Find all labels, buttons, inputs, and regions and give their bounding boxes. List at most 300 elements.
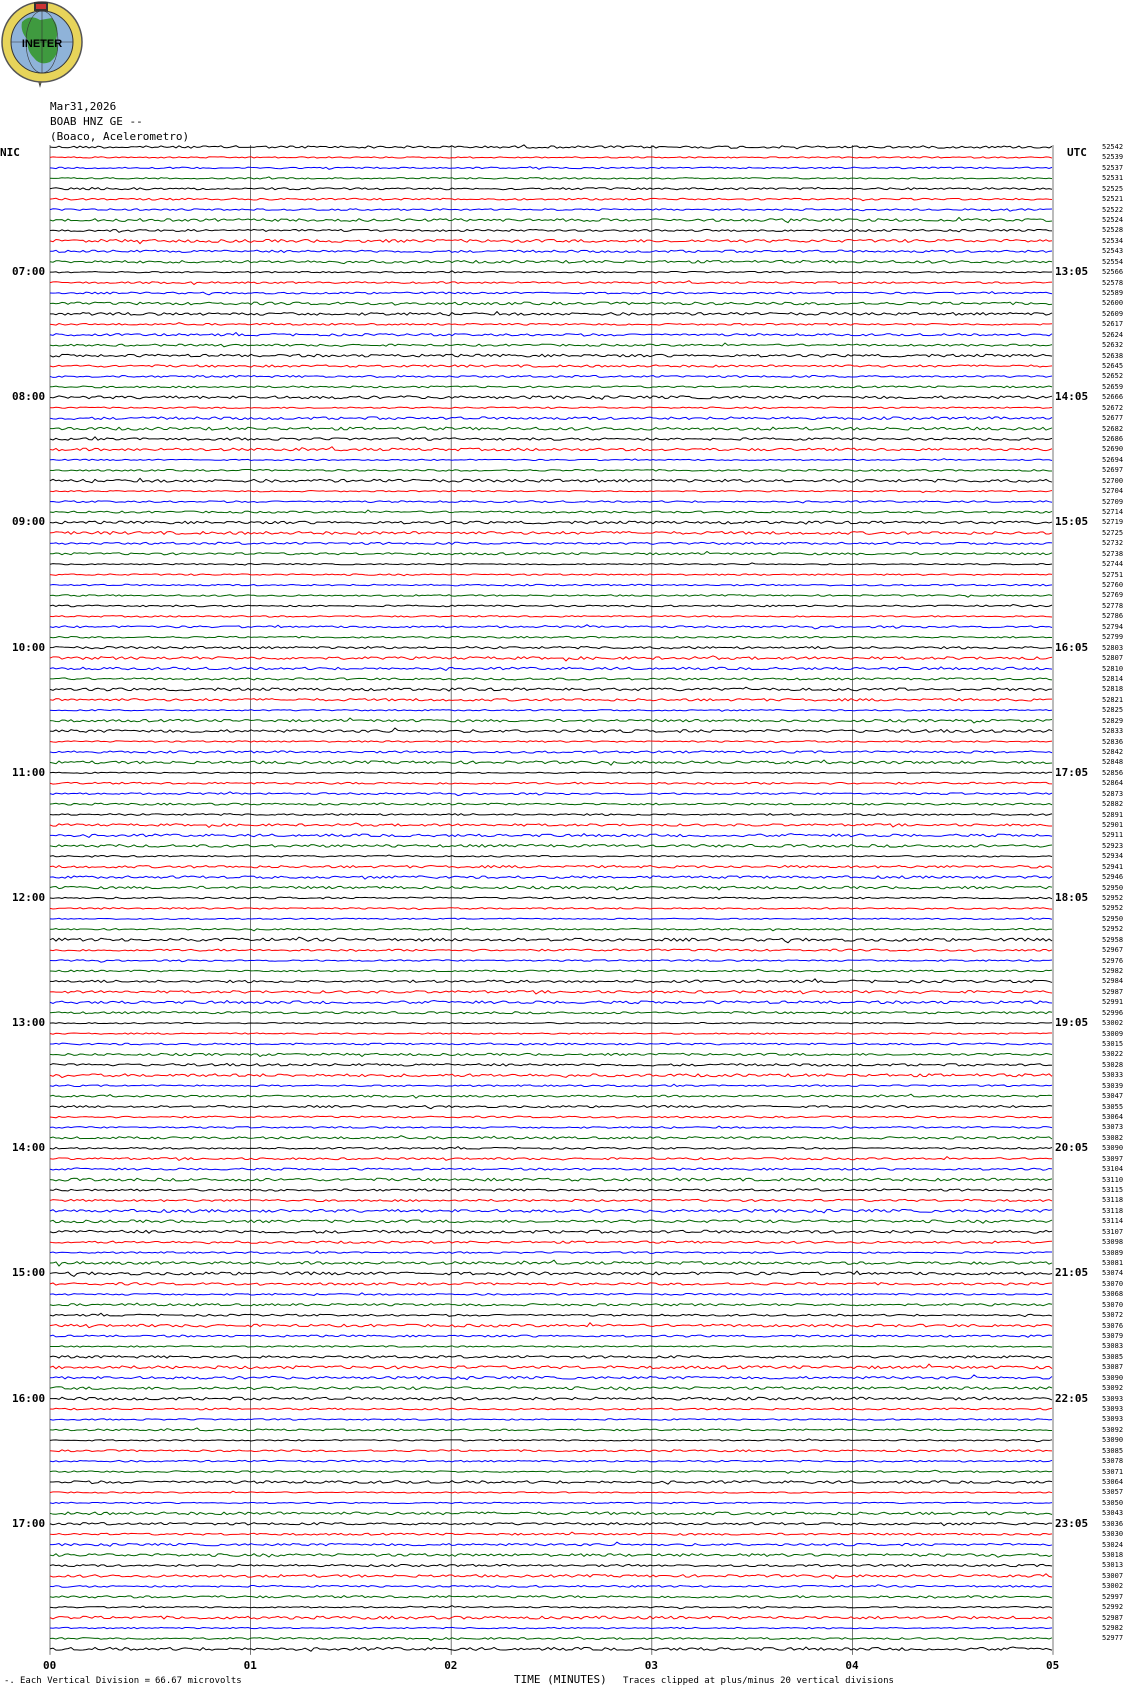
- trace-82: [50, 991, 1052, 994]
- trace-44: [50, 595, 1052, 597]
- trace-112: [50, 1303, 1052, 1306]
- trace-100: [50, 1178, 1052, 1181]
- trace-56: [50, 718, 1052, 723]
- left-timezone-label: NIC: [0, 146, 20, 159]
- trace-105: [50, 1230, 1052, 1233]
- trace-29: [50, 437, 1052, 440]
- trace-35: [50, 501, 1052, 503]
- trace-label: 52609: [1102, 309, 1124, 318]
- trace-label: 52991: [1102, 998, 1124, 1007]
- trace-109: [50, 1271, 1052, 1276]
- trace-91: [50, 1084, 1052, 1086]
- trace-label: 52666: [1102, 393, 1124, 402]
- trace-label: 52714: [1102, 508, 1124, 517]
- left-time-label: 13:00: [12, 1016, 46, 1030]
- trace-128: [50, 1470, 1052, 1473]
- trace-76: [50, 928, 1052, 931]
- trace-label: 52578: [1102, 278, 1124, 287]
- trace-22: [50, 365, 1052, 367]
- x-tick-label: 00: [43, 1659, 57, 1672]
- trace-115: [50, 1335, 1052, 1337]
- trace-131: [50, 1502, 1052, 1504]
- trace-74: [50, 908, 1052, 910]
- right-time-label: 21:05: [1055, 1266, 1089, 1280]
- trace-label: 53089: [1102, 1248, 1124, 1257]
- right-time-label: 14:05: [1055, 390, 1089, 404]
- clip-note: Traces clipped at plus/minus 20 vertical divisions: [623, 1676, 894, 1686]
- trace-52: [50, 678, 1052, 680]
- trace-36: [50, 510, 1052, 513]
- trace-label: 53073: [1102, 1123, 1124, 1132]
- trace-label: 52690: [1102, 445, 1124, 454]
- trace-136: [50, 1554, 1052, 1558]
- trace-90: [50, 1074, 1052, 1078]
- trace-120: [50, 1387, 1052, 1390]
- trace-123: [50, 1419, 1052, 1420]
- trace-137: [50, 1564, 1052, 1566]
- date-label: Mar31,2026: [50, 100, 117, 113]
- trace-101: [50, 1189, 1052, 1191]
- trace-25: [50, 396, 1052, 399]
- trace-label: 53085: [1102, 1352, 1124, 1361]
- logo-text: INETER: [21, 38, 63, 50]
- trace-18: [50, 323, 1052, 325]
- trace-73: [50, 897, 1052, 899]
- trace-label: 53085: [1102, 1446, 1124, 1455]
- trace-144: [50, 1637, 1052, 1640]
- trace-108: [50, 1260, 1052, 1266]
- trace-65: [50, 814, 1052, 816]
- trace-label: 52744: [1102, 560, 1124, 569]
- trace-label: 52856: [1102, 768, 1124, 777]
- trace-32: [50, 470, 1052, 472]
- trace-label: 52786: [1102, 612, 1124, 621]
- trace-label: 52977: [1102, 1634, 1124, 1643]
- trace-77: [50, 937, 1052, 943]
- trace-94: [50, 1116, 1052, 1118]
- trace-117: [50, 1356, 1052, 1358]
- trace-label: 52833: [1102, 727, 1124, 736]
- trace-142: [50, 1616, 1052, 1619]
- trace-label: 52537: [1102, 163, 1124, 172]
- trace-label: 52952: [1102, 893, 1124, 902]
- trace-label: 53036: [1102, 1519, 1124, 1528]
- trace-label: 52677: [1102, 414, 1124, 423]
- x-tick-label: 04: [845, 1659, 859, 1672]
- trace-label: 53110: [1102, 1175, 1124, 1184]
- trace-33: [50, 478, 1052, 482]
- trace-79: [50, 960, 1052, 962]
- trace-label: 52814: [1102, 674, 1124, 683]
- trace-107: [50, 1251, 1052, 1253]
- trace-label: 53070: [1102, 1279, 1124, 1288]
- trace-110: [50, 1283, 1052, 1286]
- trace-63: [50, 792, 1052, 796]
- trace-label: 53079: [1102, 1332, 1124, 1341]
- trace-37: [50, 521, 1052, 524]
- trace-96: [50, 1136, 1052, 1139]
- x-tick-label: 02: [444, 1659, 458, 1672]
- trace-label: 52967: [1102, 946, 1124, 955]
- trace-17: [50, 312, 1052, 316]
- trace-label: 52821: [1102, 695, 1124, 704]
- trace-label: 52987: [1102, 987, 1124, 996]
- trace-label: 52842: [1102, 747, 1124, 756]
- trace-103: [50, 1209, 1052, 1212]
- right-time-label: 16:05: [1055, 640, 1089, 654]
- trace-label: 53118: [1102, 1206, 1124, 1215]
- trace-label: 52950: [1102, 914, 1124, 923]
- left-time-label: 07:00: [12, 265, 46, 279]
- trace-98: [50, 1157, 1052, 1161]
- trace-label: 52848: [1102, 758, 1124, 767]
- trace-label: 52810: [1102, 664, 1124, 673]
- trace-58: [50, 741, 1052, 743]
- trace-label: 52632: [1102, 341, 1124, 350]
- trace-143: [50, 1627, 1052, 1628]
- trace-label: 53093: [1102, 1415, 1124, 1424]
- trace-104: [50, 1220, 1052, 1223]
- trace-label: 52934: [1102, 852, 1124, 861]
- trace-label: 53092: [1102, 1384, 1124, 1393]
- trace-label: 52600: [1102, 299, 1124, 308]
- trace-label: 53022: [1102, 1050, 1124, 1059]
- trace-label: 52982: [1102, 1624, 1124, 1633]
- right-time-label: 18:05: [1055, 890, 1089, 904]
- trace-111: [50, 1293, 1052, 1296]
- trace-26: [50, 407, 1052, 409]
- trace-label: 53064: [1102, 1112, 1124, 1121]
- trace-label: 52911: [1102, 831, 1124, 840]
- trace-28: [50, 427, 1052, 430]
- trace-label: 53007: [1102, 1571, 1124, 1580]
- left-time-label: 15:00: [12, 1266, 46, 1280]
- trace-label: 52700: [1102, 476, 1124, 485]
- station-label: BOAB HNZ GE --: [50, 115, 143, 128]
- trace-27: [50, 417, 1052, 420]
- trace-42: [50, 574, 1052, 576]
- trace-31: [50, 459, 1052, 461]
- trace-68: [50, 844, 1052, 847]
- trace-113: [50, 1313, 1052, 1316]
- trace-label: 53030: [1102, 1530, 1124, 1539]
- trace-label: 52901: [1102, 820, 1124, 829]
- trace-label: 52799: [1102, 633, 1124, 642]
- trace-label: 52873: [1102, 789, 1124, 798]
- trace-45: [50, 605, 1052, 607]
- trace-label: 52769: [1102, 591, 1124, 600]
- trace-50: [50, 656, 1052, 661]
- trace-46: [50, 616, 1052, 617]
- trace-label: 53093: [1102, 1405, 1124, 1414]
- trace-label: 52751: [1102, 570, 1124, 579]
- left-time-label: 09:00: [12, 515, 46, 529]
- trace-13: [50, 271, 1052, 273]
- trace-label: 53107: [1102, 1227, 1124, 1236]
- left-time-label: 16:00: [12, 1391, 46, 1405]
- trace-64: [50, 803, 1052, 805]
- trace-label: 53009: [1102, 1029, 1124, 1038]
- trace-label: 52525: [1102, 184, 1124, 193]
- trace-118: [50, 1364, 1052, 1369]
- trace-121: [50, 1397, 1052, 1400]
- left-time-label: 14:00: [12, 1141, 46, 1155]
- trace-132: [50, 1512, 1052, 1515]
- trace-40: [50, 552, 1052, 555]
- trace-label: 52794: [1102, 622, 1124, 631]
- trace-label: 53083: [1102, 1342, 1124, 1351]
- trace-81: [50, 979, 1052, 983]
- trace-62: [50, 782, 1052, 784]
- trace-72: [50, 886, 1052, 890]
- trace-label: 52760: [1102, 581, 1124, 590]
- trace-97: [50, 1147, 1052, 1150]
- trace-75: [50, 918, 1052, 920]
- right-timezone-label: UTC: [1067, 146, 1087, 159]
- trace-label: 53082: [1102, 1133, 1124, 1142]
- x-tick-label: 05: [1046, 1659, 1060, 1672]
- trace-label: 52738: [1102, 549, 1124, 558]
- trace-label: 53076: [1102, 1321, 1124, 1330]
- trace-139: [50, 1585, 1052, 1587]
- trace-label: 52982: [1102, 966, 1124, 975]
- trace-60: [50, 760, 1052, 765]
- trace-label: 52996: [1102, 1008, 1124, 1017]
- trace-5: [50, 187, 1052, 189]
- trace-label: 53090: [1102, 1436, 1124, 1445]
- trace-label: 53064: [1102, 1478, 1124, 1487]
- trace-label: 53072: [1102, 1311, 1124, 1320]
- trace-80: [50, 969, 1052, 972]
- trace-label: 53074: [1102, 1269, 1124, 1278]
- trace-138: [50, 1574, 1052, 1579]
- trace-label: 52682: [1102, 424, 1124, 433]
- trace-label: 53114: [1102, 1217, 1124, 1226]
- trace-130: [50, 1491, 1052, 1493]
- trace-label: 52984: [1102, 977, 1124, 986]
- trace-7: [50, 209, 1052, 211]
- right-time-label: 17:05: [1055, 765, 1089, 779]
- right-time-label: 22:05: [1055, 1391, 1089, 1405]
- trace-label: 52645: [1102, 362, 1124, 371]
- trace-label: 52652: [1102, 372, 1124, 381]
- trace-label: 53050: [1102, 1498, 1124, 1507]
- trace-label: 52946: [1102, 873, 1124, 882]
- trace-116: [50, 1346, 1052, 1347]
- trace-label: 52803: [1102, 643, 1124, 652]
- trace-6: [50, 198, 1052, 200]
- trace-label: 53098: [1102, 1238, 1124, 1247]
- trace-label: 52952: [1102, 925, 1124, 934]
- trace-label: 53093: [1102, 1394, 1124, 1403]
- trace-4: [50, 177, 1052, 179]
- trace-20: [50, 343, 1052, 347]
- trace-label: 52941: [1102, 862, 1124, 871]
- trace-70: [50, 865, 1052, 867]
- right-time-label: 15:05: [1055, 515, 1089, 529]
- trace-label: 52522: [1102, 205, 1124, 214]
- trace-label: 53055: [1102, 1102, 1124, 1111]
- trace-49: [50, 646, 1052, 648]
- trace-89: [50, 1063, 1052, 1066]
- trace-19: [50, 333, 1052, 337]
- trace-label: 52778: [1102, 601, 1124, 610]
- trace-label: 53015: [1102, 1039, 1124, 1048]
- trace-84: [50, 1012, 1052, 1014]
- trace-16: [50, 302, 1052, 305]
- left-time-label: 12:00: [12, 890, 46, 904]
- trace-47: [50, 625, 1052, 629]
- trace-label: 53090: [1102, 1373, 1124, 1382]
- trace-label: 52534: [1102, 236, 1124, 245]
- trace-9: [50, 229, 1052, 232]
- trace-label: 52697: [1102, 466, 1124, 475]
- trace-label: 52694: [1102, 455, 1124, 464]
- trace-57: [50, 728, 1052, 732]
- location-label: (Boaco, Acelerometro): [50, 130, 190, 143]
- trace-133: [50, 1523, 1052, 1526]
- trace-label: 52825: [1102, 706, 1124, 715]
- trace-43: [50, 584, 1052, 586]
- x-tick-label: 01: [243, 1659, 257, 1672]
- trace-125: [50, 1439, 1052, 1442]
- trace-85: [50, 1023, 1052, 1024]
- trace-38: [50, 532, 1052, 535]
- trace-label: 53090: [1102, 1144, 1124, 1153]
- trace-label: 53115: [1102, 1186, 1124, 1194]
- trace-label: 53104: [1102, 1165, 1124, 1174]
- trace-86: [50, 1033, 1052, 1034]
- trace-135: [50, 1542, 1052, 1546]
- trace-24: [50, 386, 1052, 388]
- trace-label: 52952: [1102, 904, 1124, 913]
- trace-30: [50, 447, 1052, 451]
- trace-label: 52958: [1102, 935, 1124, 944]
- trace-label: 52836: [1102, 737, 1124, 746]
- trace-label: 53002: [1102, 1582, 1124, 1591]
- trace-87: [50, 1043, 1052, 1045]
- trace-label: 52542: [1102, 143, 1124, 151]
- trace-39: [50, 542, 1052, 544]
- trace-label: 53002: [1102, 1019, 1124, 1028]
- right-time-label: 13:05: [1055, 265, 1089, 279]
- trace-label: 52992: [1102, 1603, 1124, 1612]
- trace-1: [50, 145, 1052, 149]
- trace-label: 52589: [1102, 289, 1124, 298]
- trace-145: [50, 1647, 1052, 1651]
- trace-127: [50, 1460, 1052, 1462]
- trace-129: [50, 1481, 1052, 1484]
- trace-95: [50, 1126, 1052, 1128]
- trace-label: 52725: [1102, 528, 1124, 537]
- trace-label: 52524: [1102, 216, 1124, 224]
- trace-label: 53118: [1102, 1196, 1124, 1205]
- trace-label: 52818: [1102, 685, 1124, 694]
- trace-label: 52807: [1102, 654, 1124, 663]
- trace-99: [50, 1168, 1052, 1170]
- right-time-label: 23:05: [1055, 1516, 1089, 1530]
- trace-label: 52686: [1102, 435, 1124, 444]
- trace-label: 53013: [1102, 1561, 1124, 1570]
- trace-66: [50, 823, 1052, 827]
- trace-71: [50, 876, 1052, 879]
- trace-134: [50, 1532, 1052, 1535]
- trace-label: 53081: [1102, 1259, 1124, 1267]
- trace-label: 52617: [1102, 320, 1124, 329]
- trace-78: [50, 949, 1052, 951]
- trace-label: 52891: [1102, 810, 1124, 819]
- trace-12: [50, 260, 1052, 263]
- trace-69: [50, 855, 1052, 857]
- trace-label: 53057: [1102, 1488, 1124, 1497]
- trace-92: [50, 1094, 1052, 1098]
- x-tick-label: 03: [644, 1659, 659, 1672]
- left-time-label: 10:00: [12, 640, 46, 654]
- trace-label: 53047: [1102, 1092, 1124, 1101]
- trace-11: [50, 250, 1052, 252]
- trace-label: 53028: [1102, 1060, 1124, 1069]
- left-time-label: 08:00: [12, 390, 46, 404]
- trace-61: [50, 772, 1052, 774]
- trace-124: [50, 1428, 1052, 1431]
- trace-48: [50, 636, 1052, 638]
- trace-label: 53024: [1102, 1540, 1124, 1549]
- trace-53: [50, 687, 1052, 691]
- trace-label: 53078: [1102, 1457, 1124, 1466]
- trace-102: [50, 1199, 1052, 1201]
- trace-label: 52566: [1102, 268, 1124, 277]
- trace-23: [50, 376, 1052, 378]
- trace-label: 53087: [1102, 1363, 1124, 1372]
- trace-51: [50, 667, 1052, 671]
- trace-label: 52976: [1102, 956, 1124, 965]
- trace-label: 52528: [1102, 226, 1124, 235]
- trace-3: [50, 167, 1052, 170]
- trace-59: [50, 751, 1052, 753]
- trace-label: 53039: [1102, 1081, 1124, 1090]
- trace-label: 53070: [1102, 1300, 1124, 1309]
- trace-label: 52638: [1102, 351, 1124, 360]
- trace-126: [50, 1450, 1052, 1452]
- trace-label: 52882: [1102, 800, 1124, 809]
- trace-label: 53018: [1102, 1551, 1124, 1560]
- left-time-label: 17:00: [12, 1516, 46, 1530]
- trace-label: 52732: [1102, 539, 1124, 548]
- trace-83: [50, 1001, 1052, 1004]
- trace-54: [50, 699, 1052, 701]
- trace-55: [50, 710, 1052, 712]
- corner-mark: -.: [4, 1676, 15, 1686]
- trace-label: 52829: [1102, 716, 1124, 725]
- x-axis-label: TIME (MINUTES): [514, 1673, 607, 1686]
- trace-label: 52539: [1102, 153, 1124, 162]
- trace-label: 52719: [1102, 518, 1124, 527]
- trace-label: 52997: [1102, 1592, 1124, 1601]
- trace-label: 52709: [1102, 497, 1124, 506]
- trace-label: 52864: [1102, 779, 1124, 788]
- trace-41: [50, 563, 1052, 565]
- trace-2: [50, 157, 1052, 158]
- trace-88: [50, 1053, 1052, 1056]
- trace-10: [50, 239, 1052, 243]
- trace-label: 53033: [1102, 1071, 1124, 1080]
- trace-122: [50, 1408, 1052, 1410]
- trace-label: 52531: [1102, 174, 1124, 183]
- trace-label: 53071: [1102, 1467, 1124, 1476]
- trace-106: [50, 1241, 1052, 1244]
- trace-14: [50, 281, 1052, 285]
- trace-label: 52950: [1102, 883, 1124, 892]
